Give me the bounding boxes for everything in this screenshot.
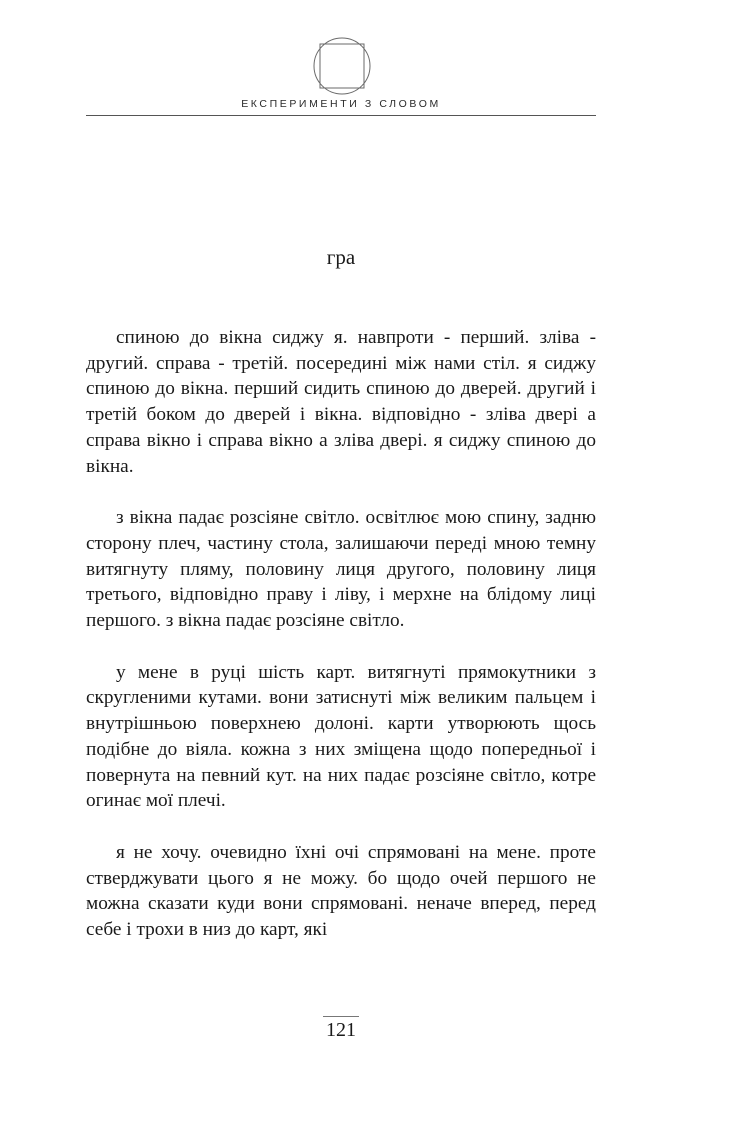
poem-title: гра — [326, 245, 356, 269]
header-rule — [86, 115, 596, 116]
paragraph-3: у мене в руці шість карт. витягнуті прямокутники з скругленими кутами. вони затиснуті між великим пальцем і внутрішньою поверхнею долоні. карти утворюють щось подібне до віяла. кожна з них зміщена щодо попередньої і повернута на певний кут. на них падає розсіяне світло, котре огинає мої плечі. — [86, 661, 596, 812]
body-text — [86, 325, 596, 969]
paragraph-1: спиною до вікна сиджу я. навпроти - перший. зліва - другий. справа - третій. посередині між нами стіл. я сиджу спиною до вікна. перший сидить спиною до дверей. другий і третій боком до дверей і вікна. відповідно - зліва двері а справа вікно і справа вікно а зліва двері. я сиджу спиною до вікна. — [86, 327, 596, 477]
circle-square-emblem-icon — [312, 36, 372, 96]
page-number: 121 — [323, 1016, 359, 1041]
running-head: ЕКСПЕРИМЕНТИ З СЛОВОМ — [241, 98, 441, 110]
page-footer — [86, 1016, 596, 1041]
paragraph-4: я не хочу. очевидно їхні очі спрямовані на мене. проте стверджувати цього я не можу. бо щодо очей першого не можна сказати куди вони спрямовані. неначе вперед, перед себе і трохи в низ до карт, які — [86, 841, 596, 941]
paragraph-2: з вікна падає розсіяне світло. освітлює мою спину, задню сторону плеч, частину стола, залишаючи переді мною темну витягнуту пляму, половину лиця другого, половину лиця третього, відповідно праву і ліву, і мерхне на блідому лиці першого. з вікна падає розсіяне світло. — [86, 507, 596, 632]
